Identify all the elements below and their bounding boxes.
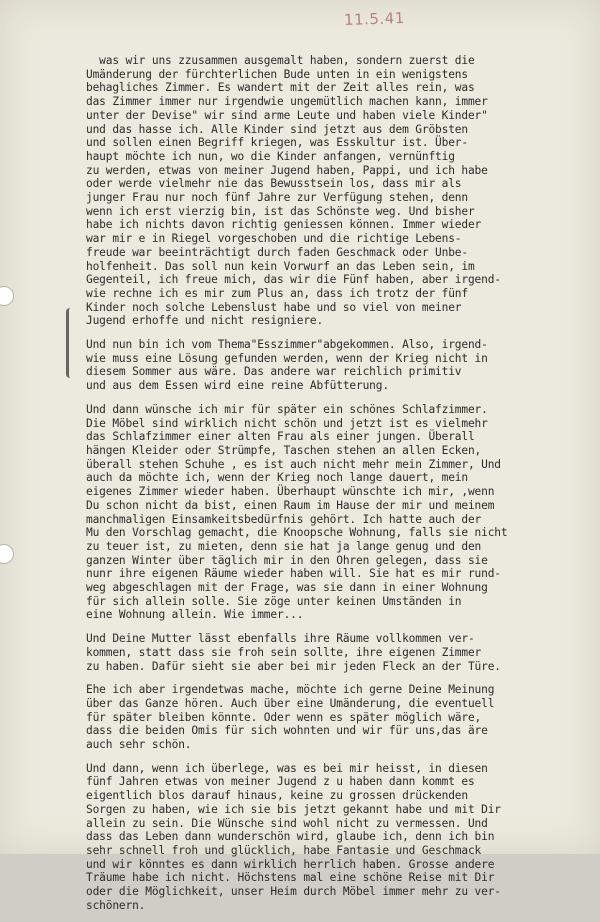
text-line: allein zu sein. Die Wünsche sind wohl nicht zu vermessen. Und	[86, 816, 488, 830]
text-line: hängen Kleider oder Strümpfe, Taschen stehen an allen Ecken,	[86, 443, 482, 457]
text-line: Und dann wünsche ich mir für später ein schönes Schlafzimmer.	[86, 402, 488, 416]
letter-paragraph	[86, 338, 586, 393]
text-line: eigentlich blos darauf hinaus, keine zu grossen drückenden	[86, 789, 468, 803]
text-line: auch da möchte ich, wenn der Krieg noch lange dauert, mein	[86, 471, 468, 485]
text-line: behagliches Zimmer. Es wandert mit der Zeit alles rein, was	[86, 81, 475, 95]
text-line: wenn ich erst vierzig bin, ist das Schönste weg. Und bisher	[86, 204, 475, 218]
text-line: Jugend erhoffe und nicht resigniere.	[86, 314, 324, 328]
text-line: und das hasse ich. Alle Kinder sind jetzt aus dem Gröbsten	[86, 122, 468, 136]
text-line: wie muss eine Lösung gefunden werden, wenn der Krieg nicht in	[86, 351, 488, 365]
text-line: unter der Devise" wir sind arme Leute und haben viele Kinder"	[86, 108, 488, 122]
text-line: was wir uns zzusammen ausgemalt haben, sondern zuerst die	[86, 54, 475, 67]
text-line: ganzen Winter über täglich mir in den Ohren gelegen, dass sie	[86, 553, 488, 567]
text-line: fünf Jahren etwas von meiner Jugend z u haben dann kommt es	[86, 775, 475, 789]
text-line: und aus dem Essen wird eine reine Abfütterung.	[86, 379, 389, 393]
text-line: junger Frau nur noch fünf Jahre zur Verfügung stehen, denn	[86, 191, 468, 205]
text-line: sehr schnell froh und glücklich, habe Fantasie und Geschmack	[86, 843, 482, 857]
text-line: zu haben. Dafür sieht sie aber bei mir jeden Fleck an der Türe.	[86, 659, 501, 673]
text-line: und wir könntes es dann wirklich herrlich haben. Grosse andere	[86, 857, 495, 871]
text-line: Träume habe ich nicht. Höchstens mal eine schöne Reise mit Dir	[86, 871, 495, 885]
text-line: Gegenteil, ich freue mich, das wir die Fünf haben, aber irgend-	[86, 273, 501, 287]
letter-paragraph	[86, 403, 586, 622]
text-line: Mu den Vorschlag gemacht, die Knoopsche Wohnung, falls sie nicht	[86, 526, 508, 540]
text-line: eine Wohnung allein. Wie immer...	[86, 608, 304, 622]
text-line: oder werde vielmehr nie das Bewusstsein los, dass mir als	[86, 177, 462, 191]
text-line: zu werden, etwas von meiner Jugend haben, Pappi, und ich habe	[86, 163, 488, 177]
text-line: Und dann, wenn ich überlege, was es bei mir heisst, in diesen	[86, 761, 488, 775]
text-line: haupt möchte ich nun, wo die Kinder anfangen, vernünftig	[86, 149, 455, 163]
text-line: dass die beiden Omis für sich wohnten und wir für uns,das äre	[86, 724, 488, 738]
text-line: zu teuer ist, zu mieten, denn sie hat ja lange genug und den	[86, 539, 482, 553]
text-line: Und Deine Mutter lässt ebenfalls ihre Räume vollkommen ver-	[86, 632, 475, 646]
text-line: für sich allein solle. Sie zöge unter keinen Umständen in	[86, 594, 462, 608]
text-line: nunr ihre eigenen Räume wieder haben will. Sie hat es mir rund-	[86, 567, 501, 581]
text-line: kommen, statt dass sie froh sein sollte, ihre eigenen Zimmer	[86, 645, 482, 659]
text-line: holfenheit. Das soll nun kein Vorwurf an das Leben sein, im	[86, 259, 475, 273]
text-line: schönern.	[86, 898, 146, 912]
text-line: über das Ganze hören. Auch über eine Umänderung, die eventuell	[86, 696, 495, 710]
text-line: das Schlafzimmer einer alten Frau als einer jungen. Überall	[86, 430, 475, 444]
text-line: dass das Leben dann wunderschön wird, glaube ich, denn ich bin	[86, 830, 495, 844]
handwritten-date: 11.5.41	[343, 8, 406, 30]
text-line: Ehe ich aber irgendetwas mache, möchte ich gerne Deine Meinung	[86, 683, 495, 697]
text-line: Und nun bin ich vom Thema"Esszimmer"abgekommen. Also, irgend-	[86, 338, 488, 352]
text-line: Kinder noch solche Lebenslust habe und so viel von meiner	[86, 300, 462, 314]
letter-paragraph	[86, 683, 586, 752]
letter-paragraph	[86, 762, 586, 913]
text-line: Du schon nicht da bist, einen Raum im Hause der mir und meinem	[86, 498, 495, 512]
text-line: das Zimmer immer nur irgendwie ungemütlich machen kann, immer	[86, 95, 488, 109]
letter-paragraph	[86, 632, 586, 673]
text-line: für später bleiben könnte. Oder wenn es später möglich wäre,	[86, 710, 482, 724]
letter-body	[86, 54, 586, 922]
text-line: Umänderung der fürchterlichen Bude unten in ein wenigstens	[86, 67, 468, 81]
text-line: manchmaligen Einsamkeitsbedürfnis gehört. Ich hatte auch der	[86, 512, 482, 526]
text-line: Sorgen zu haben, wie ich sie bis jetzt gekannt habe und mit Dir	[86, 802, 501, 816]
text-line: eigenes Zimmer wieder haben. Überhaupt wünschte ich mir, ,wenn	[86, 485, 495, 499]
text-line: diesem Sommer aus wäre. Das andere war reichlich primitiv	[86, 365, 462, 379]
letter-paragraph	[86, 54, 586, 328]
text-line: und sollen einen Begriff kriegen, was Esskultur ist. Über-	[86, 136, 468, 150]
punch-hole-top	[0, 286, 14, 306]
text-line: oder die Möglichkeit, unser Heim durch Möbel immer mehr zu ver-	[86, 885, 501, 899]
text-line: freude war beeinträchtigt durch faden Geschmack oder Unbe-	[86, 245, 468, 259]
text-line: weg abgeschlagen mit der Frage, was sie dann in einer Wohnung	[86, 581, 488, 595]
text-line: überall stehen Schuhe , es ist auch nicht mehr mein Zimmer, Und	[86, 457, 501, 471]
text-line: auch sehr schön.	[86, 738, 192, 752]
text-line: war mir e in Riegel vorgeschoben und die richtige Lebens-	[86, 232, 462, 246]
punch-hole-bottom	[0, 544, 14, 564]
text-line: habe ich nichts davon richtig geniessen können. Immer wieder	[86, 218, 482, 232]
margin-bracket-mark	[66, 308, 74, 378]
text-line: Die Möbel sind wirklich nicht schön und jetzt ist es vielmehr	[86, 416, 488, 430]
text-line: wie rechne ich es mir zum Plus an, dass ich trotz der fünf	[86, 286, 468, 300]
